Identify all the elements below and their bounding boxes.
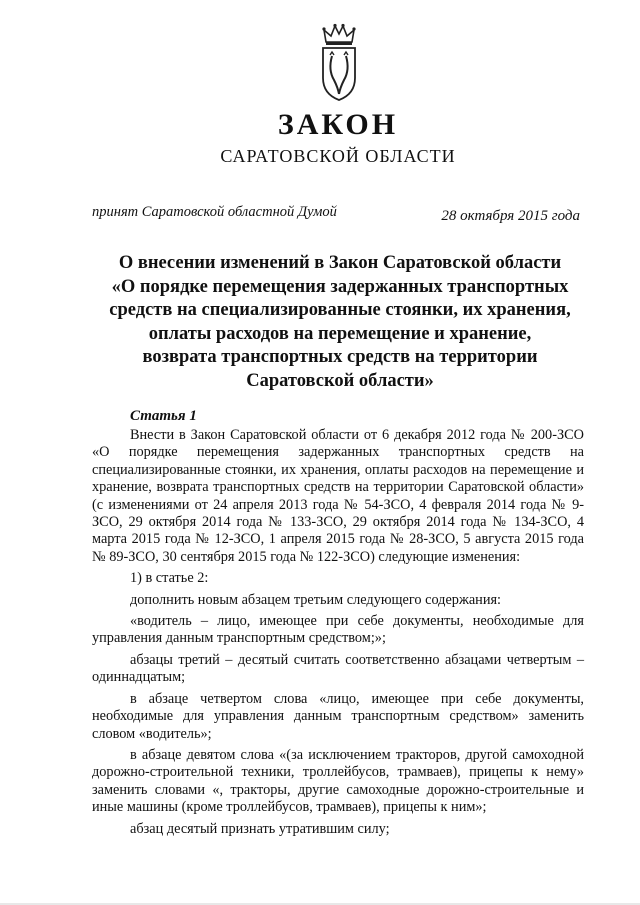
heading-line: Саратовской области» bbox=[246, 370, 434, 391]
body-paragraph: абзац десятый признать утратившим силу; bbox=[130, 820, 390, 837]
article-label: Статья 1 bbox=[130, 408, 197, 424]
body-paragraph: Внести в Закон Саратовской области от 6 декабря 2012 года № 200-ЗСО «О порядке перемещения задержанных транспортных средств на специализированные стоянки, их хранения, оплаты расходов на перемещение и хранение, возврата транспортных средств на территории Саратовской области» (с изменениями от 24 апреля 2013 года № 54-ЗСО, 4 февраля 2014 года № 9-ЗСО, 29 октября 2014 года № 133-ЗСО, 29 октября 2014 года № 134-ЗСО, 4 марта 2015 года № 12-ЗСО, 1 апреля 2015 года № 28-ЗСО, 5 августа 2015 года № 89-ЗСО, 30 сентября 2015 года № 122-ЗСО) следующие изменения: bbox=[92, 427, 584, 565]
heading-line: средств на специализированные стоянки, их хранения, bbox=[109, 300, 571, 321]
law-title: ЗАКОН bbox=[277, 108, 399, 141]
body-paragraph: в абзаце четвертом слова «лицо, имеющее при себе документы, необходимые для управления данным транспортным средством» заменить словом «водитель»; bbox=[92, 690, 584, 742]
body-paragraph: дополнить новым абзацем третьим следующего содержания: bbox=[130, 591, 502, 608]
body-paragraph: 1) в статье 2: bbox=[130, 570, 209, 587]
body-paragraph: «водитель – лицо, имеющее при себе документы, необходимые для управления данным транспортным средством;»; bbox=[92, 613, 584, 647]
heading-line: возврата транспортных средств на территории bbox=[142, 347, 538, 368]
law-heading bbox=[90, 252, 590, 394]
body-paragraph: абзацы третий – десятый считать соответственно абзацами четвертым – одиннадцатым; bbox=[92, 651, 584, 686]
heading-line: О внесении изменений в Закон Саратовской области bbox=[118, 253, 562, 273]
heading-line: «О порядке перемещения задержанных транспортных bbox=[111, 276, 569, 297]
adoption-date: 28 октября 2015 года bbox=[441, 208, 580, 224]
article-body bbox=[92, 427, 584, 842]
adopted-by-line: принят Саратовской областной Думой bbox=[92, 204, 337, 220]
region-name: САРАТОВСКОЙ ОБЛАСТИ bbox=[220, 146, 456, 166]
body-paragraph: в абзаце девятом слова «(за исключением тракторов, другой самоходной дорожно-строительной техники, троллейбусов, трамваев), прицепы к нему» заменить словами «, тракторы, другие самоходные дорожно-строительные и иные машины (кроме троллейбусов, трамваев), прицепы к ним»; bbox=[92, 746, 584, 816]
saratov-coat-of-arms-icon bbox=[318, 22, 360, 102]
heading-line: оплаты расходов на перемещение и хранение, bbox=[148, 323, 532, 344]
